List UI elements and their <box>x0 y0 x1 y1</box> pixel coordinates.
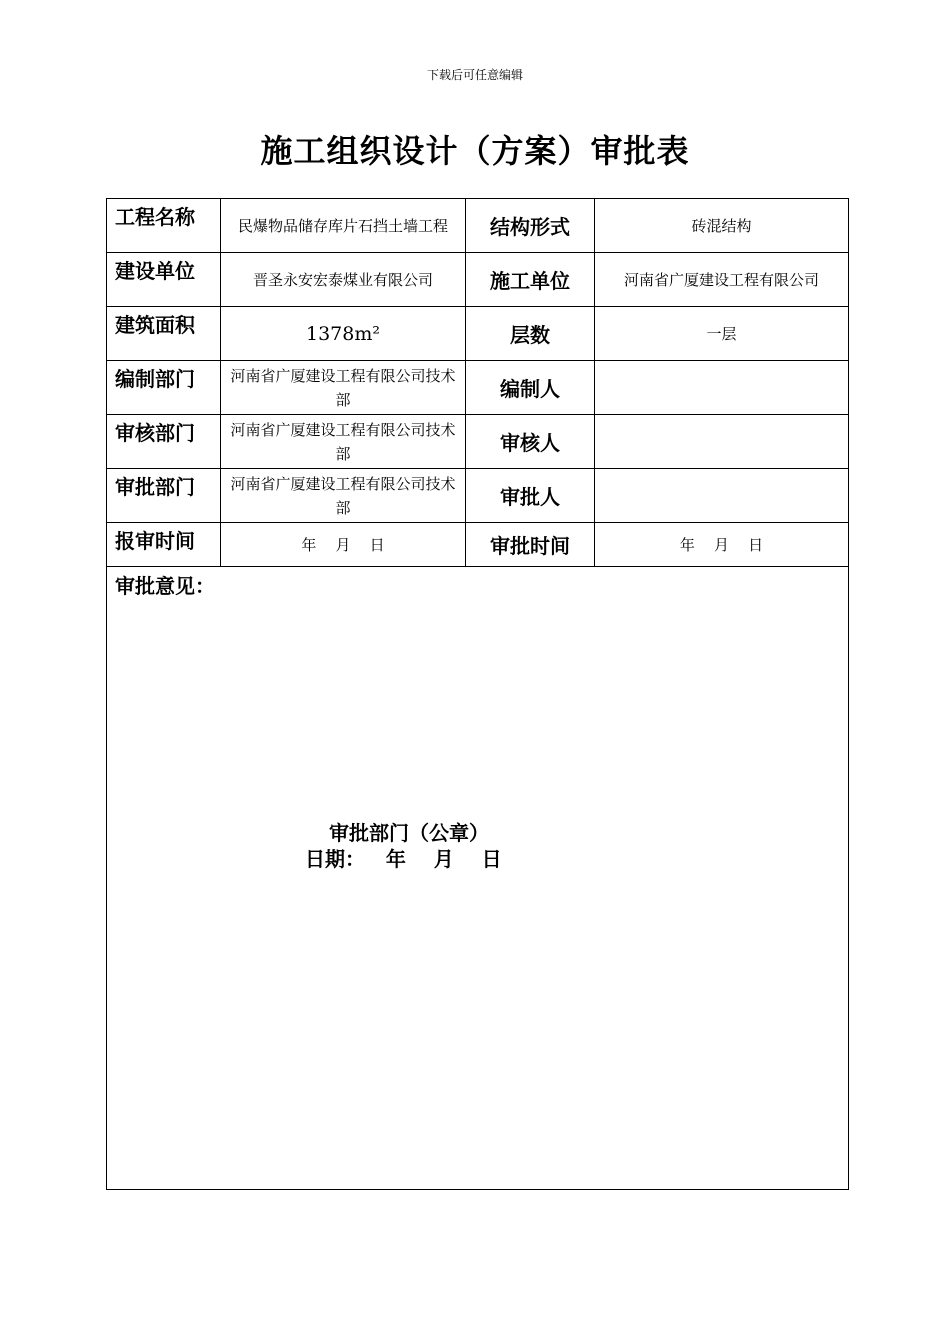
label-floors: 层数 <box>466 307 595 361</box>
value-reviewer[interactable] <box>595 415 849 469</box>
label-structure-type: 结构形式 <box>466 199 595 253</box>
value-floors[interactable]: 一层 <box>595 307 849 361</box>
value-review-dept[interactable]: 河南省广厦建设工程有限公司技术部 <box>221 415 466 469</box>
label-approver: 审批人 <box>466 469 595 523</box>
label-approve-dept: 审批部门 <box>107 469 221 523</box>
label-approve-time: 审批时间 <box>466 523 595 567</box>
label-preparer: 编制人 <box>466 361 595 415</box>
label-review-dept: 审核部门 <box>107 415 221 469</box>
value-submit-time[interactable]: 年 月 日 <box>221 523 466 567</box>
row-time <box>107 523 849 567</box>
value-approve-dept[interactable]: 河南省广厦建设工程有限公司技术部 <box>221 469 466 523</box>
opinion-date-line <box>305 843 502 872</box>
value-area[interactable]: 1378m² <box>221 307 466 361</box>
row-project-name <box>107 199 849 253</box>
label-contractor: 施工单位 <box>466 253 595 307</box>
value-preparer[interactable] <box>595 361 849 415</box>
value-approve-time[interactable]: 年 月 日 <box>595 523 849 567</box>
value-project-name[interactable]: 民爆物品储存库片石挡土墙工程 <box>221 199 466 253</box>
label-prepare-dept: 编制部门 <box>107 361 221 415</box>
value-owner[interactable]: 晋圣永安宏泰煤业有限公司 <box>221 253 466 307</box>
label-submit-time: 报审时间 <box>107 523 221 567</box>
row-review-dept <box>107 415 849 469</box>
value-approver[interactable] <box>595 469 849 523</box>
row-prepare-dept <box>107 361 849 415</box>
seal-label: 审批部门（公章） <box>329 821 489 845</box>
row-owner <box>107 253 849 307</box>
label-area: 建筑面积 <box>107 307 221 361</box>
label-owner: 建设单位 <box>107 253 221 307</box>
opinion-box[interactable] <box>107 567 849 1190</box>
value-prepare-dept[interactable]: 河南省广厦建设工程有限公司技术部 <box>221 361 466 415</box>
row-approve-dept <box>107 469 849 523</box>
date-value: 年 月 日 <box>385 847 502 871</box>
row-opinion <box>107 567 849 1190</box>
row-area <box>107 307 849 361</box>
header-note: 下载后可任意编辑 <box>426 68 523 82</box>
page-title: 施工组织设计（方案）审批表 <box>260 132 690 170</box>
label-reviewer: 审核人 <box>466 415 595 469</box>
approval-form-table <box>106 198 849 1190</box>
opinion-label: 审批意见： <box>115 574 215 598</box>
value-contractor[interactable]: 河南省广厦建设工程有限公司 <box>595 253 849 307</box>
label-project-name: 工程名称 <box>107 199 221 253</box>
date-label: 日期： <box>305 847 365 871</box>
value-structure-type[interactable]: 砖混结构 <box>595 199 849 253</box>
